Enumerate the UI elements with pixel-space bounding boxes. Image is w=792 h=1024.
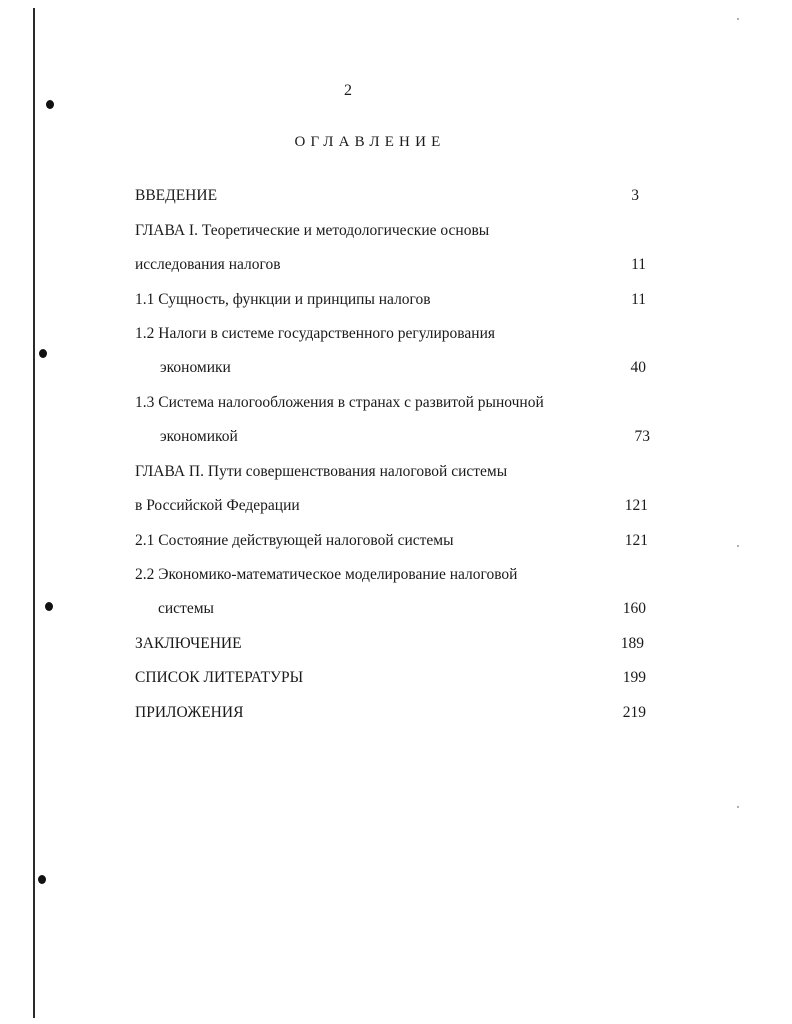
toc-entry-page: 160	[622, 600, 646, 617]
toc-entry-section-2-2-cont[interactable]	[0, 597, 792, 621]
toc-entry-text: 2.1 Состояние действующей налоговой системы	[135, 532, 454, 549]
toc-entry-page: 121	[624, 532, 648, 549]
toc-entry-chapter-1[interactable]	[0, 219, 792, 243]
toc-entry-text: ВВЕДЕНИЕ	[135, 187, 218, 204]
page-title: ОГЛАВЛЕНИЕ	[294, 134, 446, 150]
toc-entry-chapter-2[interactable]	[0, 460, 792, 484]
toc-entry-page: 11	[631, 256, 646, 273]
toc-entry-page: 121	[624, 497, 648, 514]
punch-hole-mark	[46, 100, 54, 109]
scan-speck	[737, 806, 739, 808]
toc-entry-text: ГЛАВА П. Пути совершенствования налоговой системы	[135, 463, 508, 480]
toc-entry-section-1-3[interactable]	[0, 391, 792, 415]
toc-entry-text: 1.3 Система налогообложения в странах с развитой рыночной	[135, 394, 544, 411]
toc-entry-section-1-3-cont[interactable]	[0, 425, 792, 449]
toc-entry-section-2-1[interactable]	[0, 529, 792, 553]
toc-entry-page: 219	[622, 704, 646, 721]
punch-hole-mark	[38, 875, 46, 884]
toc-entry-chapter-1-cont[interactable]	[0, 253, 792, 277]
toc-entry-bibliography[interactable]	[0, 666, 792, 690]
toc-entry-text: ГЛАВА I. Теоретические и методологические основы	[135, 222, 490, 239]
page-number: 2	[344, 82, 352, 99]
toc-entry-page: 40	[630, 359, 646, 376]
toc-entry-page: 189	[620, 635, 644, 652]
toc-entry-section-1-1[interactable]	[0, 288, 792, 312]
toc-entry-text: в Российской Федерации	[135, 497, 300, 514]
toc-entry-page: 11	[631, 291, 646, 308]
toc-entry-section-1-2-cont[interactable]	[0, 356, 792, 380]
toc-entry-text: системы	[158, 600, 214, 617]
toc-entry-page: 199	[622, 669, 646, 686]
scan-speck	[737, 18, 739, 20]
toc-entry-section-2-2[interactable]	[0, 563, 792, 587]
toc-entry-conclusion[interactable]	[0, 632, 792, 656]
toc-entry-page: 3	[631, 187, 639, 204]
toc-entry-text: ПРИЛОЖЕНИЯ	[135, 704, 244, 721]
toc-entry-appendices[interactable]	[0, 701, 792, 725]
toc-entry-text: исследования налогов	[135, 256, 281, 273]
toc-entry-text: 1.1 Сущность, функции и принципы налогов	[135, 291, 431, 308]
toc-entry-text: 1.2 Налоги в системе государственного регулирования	[135, 325, 496, 342]
toc-entry-text: СПИСОК ЛИТЕРАТУРЫ	[135, 669, 304, 686]
toc-entry-chapter-2-cont[interactable]	[0, 494, 792, 518]
toc-entry-introduction[interactable]	[0, 184, 792, 208]
toc-entry-section-1-2[interactable]	[0, 322, 792, 346]
toc-entry-page: 73	[634, 428, 650, 445]
toc-entry-text: экономикой	[160, 428, 238, 445]
toc-entry-text: 2.2 Экономико-математическое моделирование налоговой	[135, 566, 518, 583]
toc-entry-text: экономики	[160, 359, 231, 376]
toc-entry-text: ЗАКЛЮЧЕНИЕ	[135, 635, 242, 652]
